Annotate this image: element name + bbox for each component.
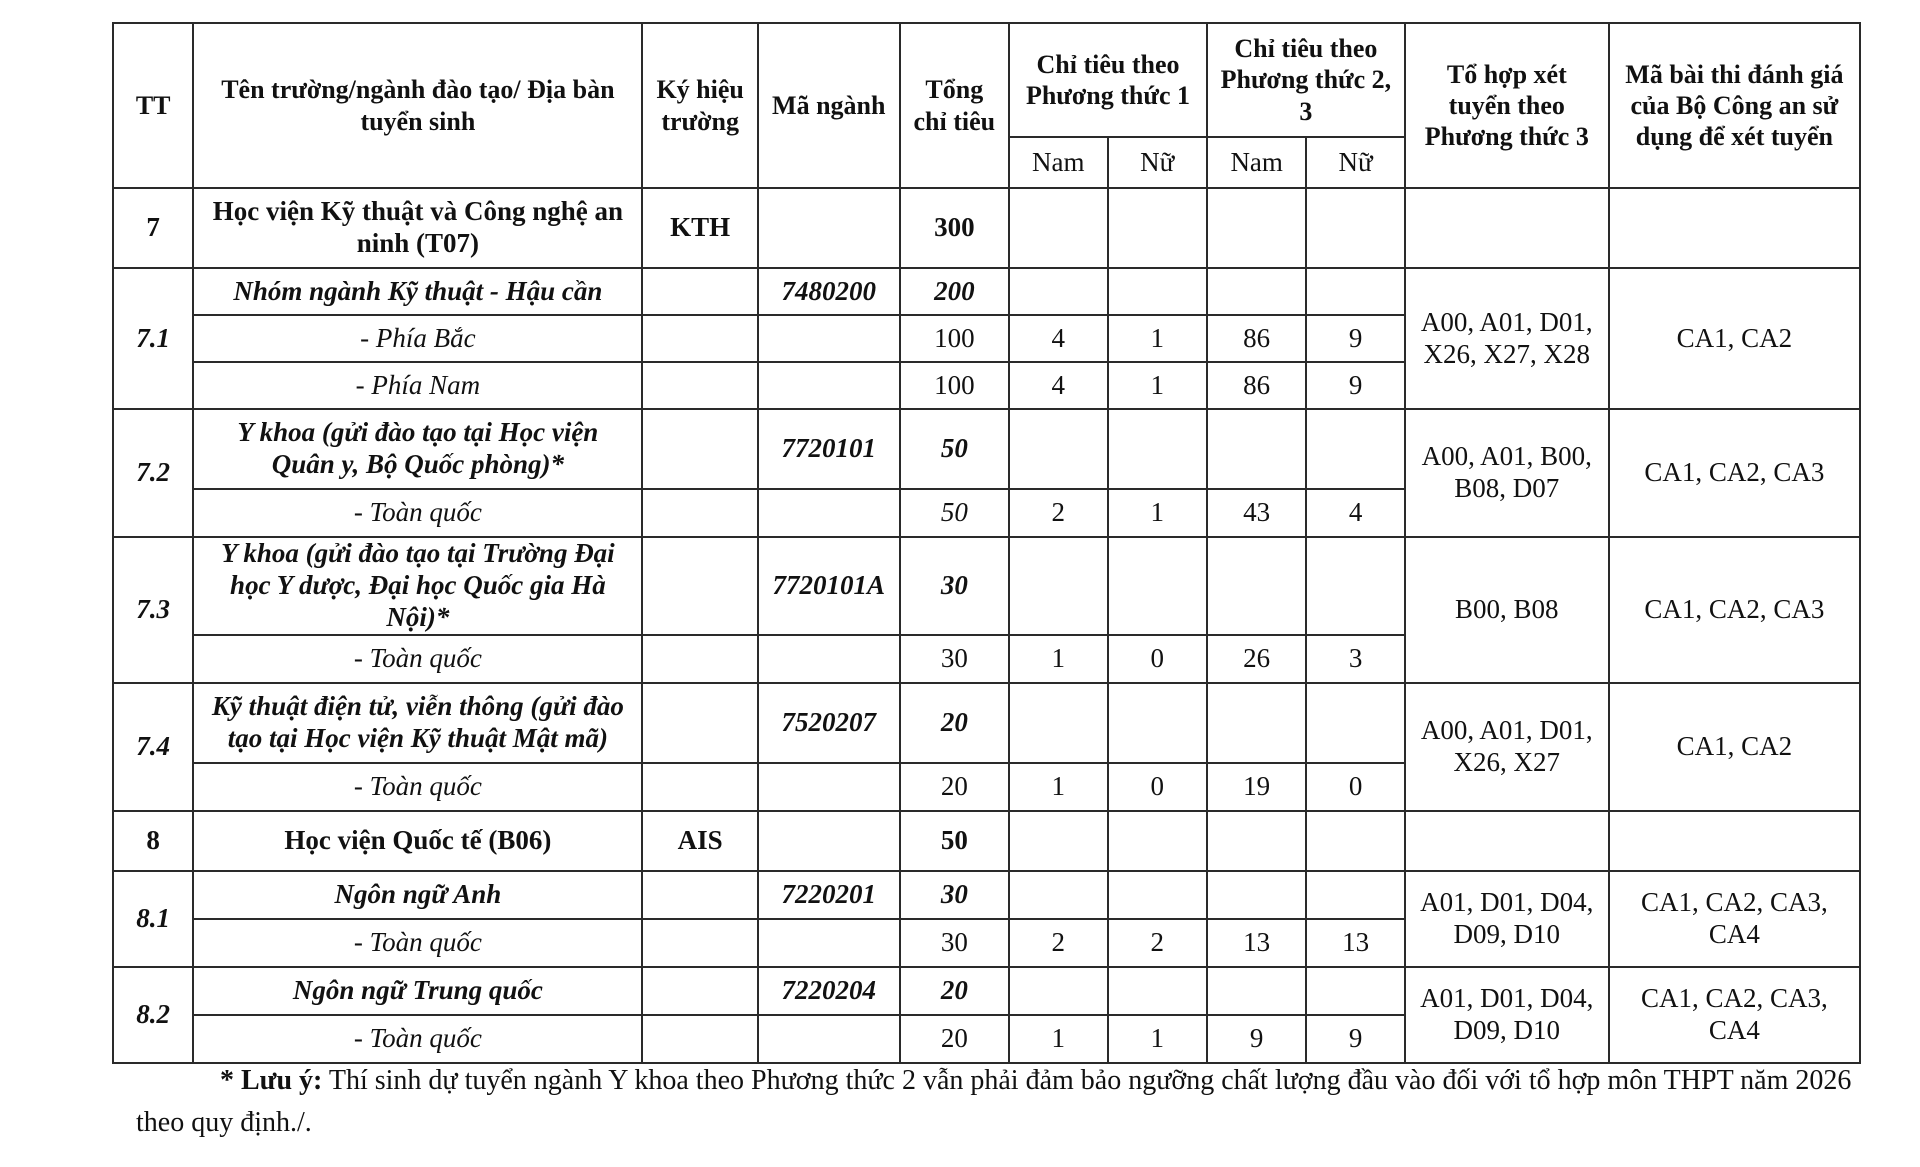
area-name: - Toàn quốc bbox=[193, 919, 642, 967]
area-female-1: 1 bbox=[1108, 315, 1207, 362]
area-male-23: 26 bbox=[1207, 635, 1306, 683]
header-total: Tổng chỉ tiêu bbox=[900, 23, 1010, 188]
school-tt: 7 bbox=[113, 188, 193, 268]
major-tt: 7.2 bbox=[113, 409, 193, 537]
area-name: - Toàn quốc bbox=[193, 763, 642, 811]
major-total: 30 bbox=[900, 537, 1010, 635]
area-female-1: 0 bbox=[1108, 763, 1207, 811]
major-total: 50 bbox=[900, 409, 1010, 489]
area-male-1: 1 bbox=[1009, 635, 1107, 683]
major-exam-code: CA1, CA2, CA3 bbox=[1609, 409, 1860, 537]
area-female-23: 3 bbox=[1306, 635, 1404, 683]
area-male-1: 1 bbox=[1009, 763, 1107, 811]
area-total: 20 bbox=[900, 763, 1010, 811]
major-row bbox=[113, 871, 1860, 919]
school-symbol: AIS bbox=[642, 811, 758, 871]
header-male-23: Nam bbox=[1207, 137, 1306, 188]
school-row bbox=[113, 188, 1860, 268]
major-total: 20 bbox=[900, 683, 1010, 763]
footnote-label: * Lưu ý: bbox=[220, 1065, 323, 1096]
major-code: 7480200 bbox=[758, 268, 900, 315]
area-male-1: 4 bbox=[1009, 315, 1107, 362]
area-male-1: 2 bbox=[1009, 919, 1107, 967]
area-male-23: 43 bbox=[1207, 489, 1306, 537]
school-code bbox=[758, 188, 900, 268]
footnote bbox=[136, 1060, 1856, 1144]
major-exam-code: CA1, CA2 bbox=[1609, 683, 1860, 811]
header-exam-code: Mã bài thi đánh giá của Bộ Công an sử dụng để xét tuyển bbox=[1609, 23, 1860, 188]
major-tt: 7.4 bbox=[113, 683, 193, 811]
major-tt: 8.2 bbox=[113, 967, 193, 1063]
major-combo: A00, A01, D01, X26, X27 bbox=[1405, 683, 1609, 811]
major-row bbox=[113, 537, 1860, 635]
area-total: 30 bbox=[900, 919, 1010, 967]
major-tt: 7.1 bbox=[113, 268, 193, 409]
header-tt: TT bbox=[113, 23, 193, 188]
major-row bbox=[113, 967, 1860, 1015]
major-total: 20 bbox=[900, 967, 1010, 1015]
area-male-1: 1 bbox=[1009, 1015, 1107, 1063]
major-row bbox=[113, 268, 1860, 315]
major-code: 7520207 bbox=[758, 683, 900, 763]
area-total: 50 bbox=[900, 489, 1010, 537]
school-total: 300 bbox=[900, 188, 1010, 268]
area-name: - Phía Nam bbox=[193, 362, 642, 409]
school-total: 50 bbox=[900, 811, 1010, 871]
area-total: 30 bbox=[900, 635, 1010, 683]
major-exam-code: CA1, CA2, CA3, CA4 bbox=[1609, 871, 1860, 967]
major-combo: A00, A01, B00, B08, D07 bbox=[1405, 409, 1609, 537]
area-female-1: 1 bbox=[1108, 489, 1207, 537]
header-quota-method-2-3: Chỉ tiêu theo Phương thức 2, 3 bbox=[1207, 23, 1405, 137]
school-symbol: KTH bbox=[642, 188, 758, 268]
area-female-23: 9 bbox=[1306, 315, 1404, 362]
header-female-23: Nữ bbox=[1306, 137, 1404, 188]
header-female-1: Nữ bbox=[1108, 137, 1207, 188]
school-name: Học viện Quốc tế (B06) bbox=[193, 811, 642, 871]
major-combo: A01, D01, D04, D09, D10 bbox=[1405, 967, 1609, 1063]
header-quota-method-1: Chỉ tiêu theo Phương thức 1 bbox=[1009, 23, 1207, 137]
major-code: 7720101 bbox=[758, 409, 900, 489]
area-female-1: 1 bbox=[1108, 1015, 1207, 1063]
major-code: 7220201 bbox=[758, 871, 900, 919]
major-code: 7720101A bbox=[758, 537, 900, 635]
area-name: - Toàn quốc bbox=[193, 489, 642, 537]
major-exam-code: CA1, CA2, CA3 bbox=[1609, 537, 1860, 683]
major-total: 200 bbox=[900, 268, 1010, 315]
area-male-23: 9 bbox=[1207, 1015, 1306, 1063]
area-female-23: 9 bbox=[1306, 362, 1404, 409]
footnote-text: Thí sinh dự tuyển ngành Y khoa theo Phương thức 2 vẫn phải đảm bảo ngưỡng chất lượng đầu vào đối với tổ hợp môn THPT năm 2026 theo quy định./. bbox=[136, 1065, 1852, 1138]
major-exam-code: CA1, CA2, CA3, CA4 bbox=[1609, 967, 1860, 1063]
header-name: Tên trường/ngành đào tạo/ Địa bàn tuyển sinh bbox=[193, 23, 642, 188]
area-male-23: 13 bbox=[1207, 919, 1306, 967]
major-combo: B00, B08 bbox=[1405, 537, 1609, 683]
area-name: - Phía Bắc bbox=[193, 315, 642, 362]
major-combo: A00, A01, D01, X26, X27, X28 bbox=[1405, 268, 1609, 409]
area-male-23: 19 bbox=[1207, 763, 1306, 811]
area-female-1: 1 bbox=[1108, 362, 1207, 409]
school-row bbox=[113, 811, 1860, 871]
header-code: Mã ngành bbox=[758, 23, 900, 188]
school-name: Học viện Kỹ thuật và Công nghệ an ninh (T07) bbox=[193, 188, 642, 268]
major-name: Nhóm ngành Kỹ thuật - Hậu cần bbox=[193, 268, 642, 315]
area-total: 100 bbox=[900, 362, 1010, 409]
major-tt: 7.3 bbox=[113, 537, 193, 683]
school-code bbox=[758, 811, 900, 871]
area-male-1: 2 bbox=[1009, 489, 1107, 537]
area-total: 100 bbox=[900, 315, 1010, 362]
area-female-23: 9 bbox=[1306, 1015, 1404, 1063]
area-male-1: 4 bbox=[1009, 362, 1107, 409]
major-total: 30 bbox=[900, 871, 1010, 919]
area-female-23: 13 bbox=[1306, 919, 1404, 967]
header-male-1: Nam bbox=[1009, 137, 1107, 188]
major-name: Kỹ thuật điện tử, viễn thông (gửi đào tạo tại Học viện Kỹ thuật Mật mã) bbox=[193, 683, 642, 763]
area-female-23: 4 bbox=[1306, 489, 1404, 537]
school-tt: 8 bbox=[113, 811, 193, 871]
area-name: - Toàn quốc bbox=[193, 635, 642, 683]
area-name: - Toàn quốc bbox=[193, 1015, 642, 1063]
header-combo: Tổ hợp xét tuyển theo Phương thức 3 bbox=[1405, 23, 1609, 188]
major-code: 7220204 bbox=[758, 967, 900, 1015]
major-name: Y khoa (gửi đào tạo tại Học viện Quân y, Bộ Quốc phòng)* bbox=[193, 409, 642, 489]
major-row bbox=[113, 683, 1860, 763]
major-name: Ngôn ngữ Trung quốc bbox=[193, 967, 642, 1015]
area-male-23: 86 bbox=[1207, 315, 1306, 362]
area-female-1: 0 bbox=[1108, 635, 1207, 683]
area-female-1: 2 bbox=[1108, 919, 1207, 967]
major-exam-code: CA1, CA2 bbox=[1609, 268, 1860, 409]
major-name: Ngôn ngữ Anh bbox=[193, 871, 642, 919]
header-symbol: Ký hiệu trường bbox=[642, 23, 758, 188]
admission-quota-table bbox=[112, 22, 1861, 1064]
major-name: Y khoa (gửi đào tạo tại Trường Đại học Y dược, Đại học Quốc gia Hà Nội)* bbox=[193, 537, 642, 635]
area-male-23: 86 bbox=[1207, 362, 1306, 409]
area-total: 20 bbox=[900, 1015, 1010, 1063]
major-tt: 8.1 bbox=[113, 871, 193, 967]
major-combo: A01, D01, D04, D09, D10 bbox=[1405, 871, 1609, 967]
major-row bbox=[113, 409, 1860, 489]
area-female-23: 0 bbox=[1306, 763, 1404, 811]
